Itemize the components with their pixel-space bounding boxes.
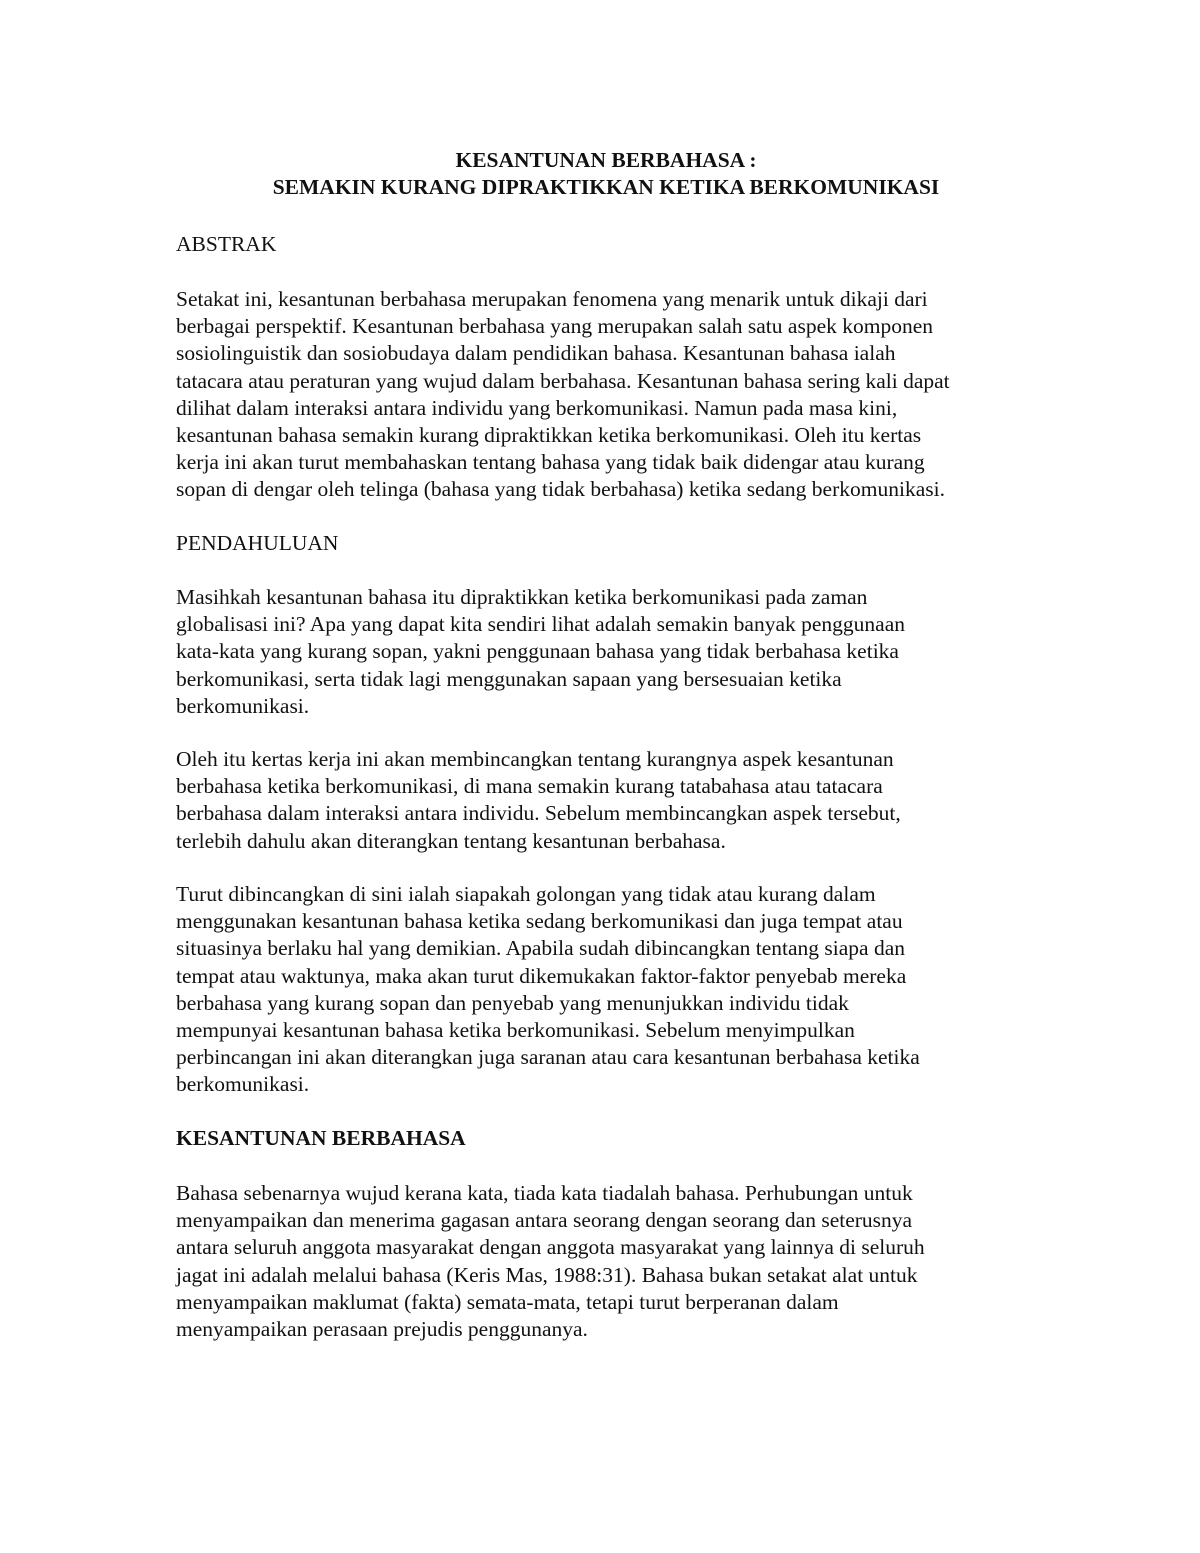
text-line: Masihkah kesantunan bahasa itu dipraktikkan ketika berkomunikasi pada zaman (176, 585, 868, 609)
text-line: Turut dibincangkan di sini ialah siapakah golongan yang tidak atau kurang dalam (176, 882, 876, 906)
text-line: sopan di dengar oleh telinga (bahasa yang tidak berbahasa) ketika sedang berkomunikasi. (176, 477, 945, 502)
kesantunan-paragraph (176, 1180, 925, 1343)
text-line: menggunakan kesantunan bahasa ketika sedang berkomunikasi dan juga tempat atau (176, 909, 903, 934)
document-title-line-1: KESANTUNAN BERBAHASA : (455, 148, 757, 172)
text-line: antara seluruh anggota masyarakat dengan anggota masyarakat yang lainnya di seluruh (176, 1235, 925, 1260)
text-line: berkomunikasi. (176, 1072, 310, 1097)
text-line: kerja ini akan turut membahaskan tentang bahasa yang tidak baik didengar atau kurang (176, 450, 925, 475)
text-line: Bahasa sebenarnya wujud kerana kata, tiada kata tiadalah bahasa. Perhubungan untuk (176, 1181, 913, 1205)
text-line: menyampaikan dan menerima gagasan antara seorang dengan seorang dan seterusnya (176, 1208, 913, 1233)
text-line: globalisasi ini? Apa yang dapat kita sendiri lihat adalah semakin banyak penggunaan (176, 612, 905, 637)
pendahuluan-paragraph-2 (176, 746, 901, 855)
pendahuluan-paragraph-1 (176, 584, 905, 720)
text-line: berbahasa dalam interaksi antara individu. Sebelum membincangkan aspek tersebut, (176, 801, 901, 826)
text-line: mempunyai kesantunan bahasa ketika berkomunikasi. Sebelum menyimpulkan (176, 1017, 855, 1042)
text-line: menyampaikan perasaan prejudis penggunanya. (176, 1316, 588, 1341)
text-line: kata-kata yang kurang sopan, yakni penggunaan bahasa yang tidak berbahasa ketika (176, 639, 899, 664)
text-line: berbahasa yang kurang sopan dan penyebab yang menunjukkan individu tidak (176, 990, 849, 1015)
text-line: tempat atau waktunya, maka akan turut dikemukakan faktor-faktor penyebab mereka (176, 963, 907, 988)
text-line: berbagai perspektif. Kesantunan berbahasa yang merupakan salah satu aspek komponen (176, 314, 934, 339)
text-line: kesantunan bahasa semakin kurang dipraktikkan ketika berkomunikasi. Oleh itu kertas (176, 422, 922, 447)
text-line: berbahasa ketika berkomunikasi, di mana semakin kurang tatabahasa atau tatacara (176, 774, 883, 799)
text-line: tatacara atau peraturan yang wujud dalam berbahasa. Kesantunan bahasa sering kali dapat (176, 368, 950, 393)
text-line: sosiolinguistik dan sosiobudaya dalam pendidikan bahasa. Kesantunan bahasa ialah (176, 341, 896, 366)
text-line: Oleh itu kertas kerja ini akan membincangkan tentang kurangnya aspek kesantunan (176, 747, 894, 771)
text-line: berkomunikasi, serta tidak lagi menggunakan sapaan yang bersesuaian ketika (176, 666, 842, 691)
text-line: Setakat ini, kesantunan berbahasa merupakan fenomena yang menarik untuk dikaji dari (176, 287, 928, 311)
pendahuluan-paragraph-3 (176, 881, 920, 1099)
heading-pendahuluan: PENDAHULUAN (176, 531, 339, 555)
text-line: berkomunikasi. (176, 693, 310, 718)
heading-abstrak: ABSTRAK (176, 232, 277, 256)
text-line: jagat ini adalah melalui bahasa (Keris Mas, 1988:31). Bahasa bukan setakat alat untuk (176, 1262, 918, 1287)
heading-kesantunan-berbahasa: KESANTUNAN BERBAHASA (176, 1126, 466, 1150)
abstrak-paragraph (176, 286, 950, 504)
text-line: dilihat dalam interaksi antara individu yang berkomunikasi. Namun pada masa kini, (176, 395, 898, 420)
text-line: terlebih dahulu akan diterangkan tentang kesantunan berbahasa. (176, 828, 726, 853)
document-title-line-2: SEMAKIN KURANG DIPRAKTIKKAN KETIKA BERKOMUNIKASI (272, 175, 940, 199)
text-line: perbincangan ini akan diterangkan juga saranan atau cara kesantunan berbahasa ketika (176, 1045, 920, 1070)
text-line: menyampaikan maklumat (fakta) semata-mata, tetapi turut berperanan dalam (176, 1289, 839, 1314)
text-line: situasinya berlaku hal yang demikian. Apabila sudah dibincangkan tentang siapa dan (176, 936, 906, 961)
